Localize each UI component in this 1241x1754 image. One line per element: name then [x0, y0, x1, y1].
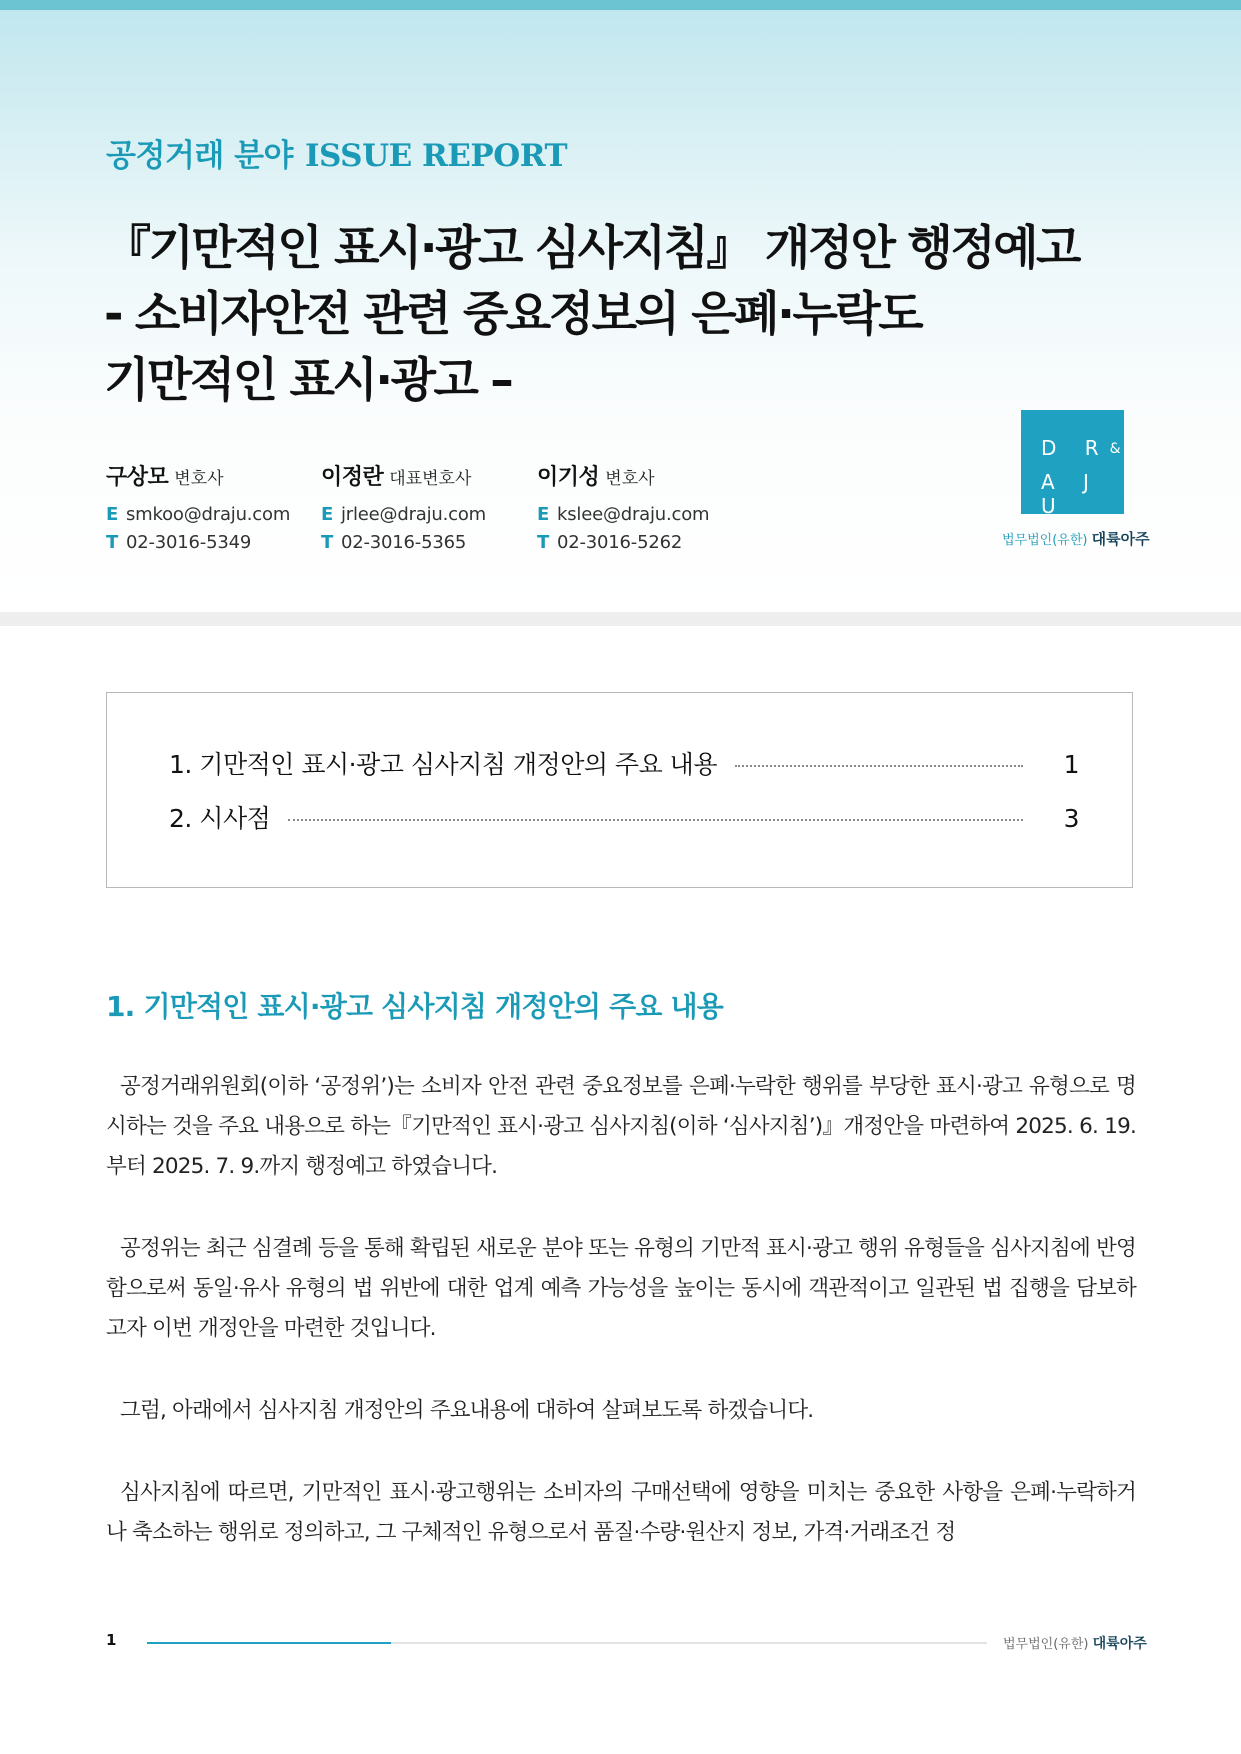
toc-item-page: 3: [1063, 804, 1079, 833]
email-label: E: [106, 504, 119, 525]
toc-leader-dots: [288, 819, 1023, 821]
section-divider: [0, 612, 1241, 626]
author-name: 이정란: [321, 465, 384, 490]
tel-label: T: [321, 532, 334, 553]
page-progress-bar: [147, 1642, 987, 1644]
page-number: 1: [106, 1631, 117, 1649]
author-role: 대표변호사: [389, 469, 472, 489]
author-phone: 02-3016-5349: [126, 532, 252, 553]
email-label: E: [321, 504, 334, 525]
toc-item[interactable]: [169, 745, 1079, 781]
author-phone: 02-3016-5365: [341, 532, 467, 553]
firm-name-tag: [1002, 528, 1150, 549]
toc-leader-dots: [735, 765, 1023, 767]
toc-item-title: 2. 시사점: [169, 804, 271, 833]
body-paragraph: 심사지침에 따르면, 기만적인 표시·광고행위는 소비자의 구매선택에 영향을 미치는 중요한 사항을 은폐·누락하거나 축소하는 행위로 정의하고, 그 구체적인 유형으로서 품질·수량·원산지 정보, 가격·거래조건 정: [106, 1480, 1136, 1545]
report-header: [0, 0, 1241, 612]
footer-firm-prefix: 법무법인(유한): [1003, 1637, 1089, 1652]
author-email[interactable]: jrlee@draju.com: [341, 504, 486, 525]
author-role: 변호사: [174, 469, 224, 489]
author-block: [321, 460, 486, 553]
author-role: 변호사: [605, 469, 655, 489]
footer-firm-label: 대륙아주: [1092, 1636, 1147, 1652]
title-line: 『기만적인 표시·광고 심사지침』 개정안 행정예고: [104, 221, 1079, 276]
firm-logo: [1021, 410, 1124, 518]
firm-prefix: 법무법인(유한): [1002, 533, 1088, 548]
email-label: E: [537, 504, 550, 525]
author-name: 구상모: [106, 465, 169, 490]
toc-item-title: 1. 기만적인 표시·광고 심사지침 개정안의 주요 내용: [169, 750, 717, 779]
category-korean: 공정거래 분야: [106, 138, 293, 174]
firm-name: 대륙아주: [1091, 530, 1150, 548]
title-line: 기만적인 표시·광고 –: [104, 353, 512, 408]
body-paragraph: 그럼, 아래에서 심사지침 개정안의 주요내용에 대하여 살펴보도록 하겠습니다.: [120, 1398, 814, 1423]
logo-ampersand: &: [1109, 441, 1121, 457]
header-stripe: [0, 0, 1241, 10]
page-progress-fill: [147, 1642, 391, 1644]
author-phone: 02-3016-5262: [557, 532, 683, 553]
tel-label: T: [537, 532, 550, 553]
report-category: [106, 130, 567, 175]
category-english: ISSUE REPORT: [304, 138, 568, 174]
tel-label: T: [106, 532, 119, 553]
table-of-contents: [106, 692, 1133, 888]
author-name: 이기성: [537, 465, 600, 490]
toc-item[interactable]: [169, 799, 1079, 835]
author-email[interactable]: kslee@draju.com: [557, 504, 710, 525]
author-block: [106, 460, 290, 553]
body-paragraph: 공정위는 최근 심결례 등을 통해 확립된 새로운 분야 또는 유형의 기만적 표시·광고 행위 유형들을 심사지침에 반영함으로써 동일·유사 유형의 법 위반에 대한 업계 예측 가능성을 높이는 동시에 객관적이고 일관된 법 집행을 담보하고자 이번 개정안을 마련한 것입니다.: [106, 1236, 1136, 1341]
footer-firm-name: [1003, 1633, 1147, 1653]
title-line: - 소비자안전 관련 중요정보의 은폐·누락도: [104, 287, 922, 342]
report-title: [104, 216, 1164, 414]
section-heading: 1. 기만적인 표시·광고 심사지침 개정안의 주요 내용: [106, 990, 724, 1023]
author-email[interactable]: smkoo@draju.com: [126, 504, 291, 525]
logo-line-1: [1041, 436, 1121, 460]
author-block: [537, 460, 709, 553]
logo-text: D R: [1041, 436, 1110, 460]
logo-line-2: A J U: [1041, 470, 1100, 518]
body-paragraph: 공정거래위원회(이하 ‘공정위’)는 소비자 안전 관련 중요정보를 은폐·누락한 행위를 부당한 표시·광고 유형으로 명시하는 것을 주요 내용으로 하는『기만적인 표시·광고 심사지침(이하 ‘심사지침’)』개정안을 마련하여 2025. 6. 19.부터 2025. 7. 9.까지 행정예고 하였습니다.: [106, 1074, 1136, 1179]
toc-item-page: 1: [1063, 750, 1079, 779]
